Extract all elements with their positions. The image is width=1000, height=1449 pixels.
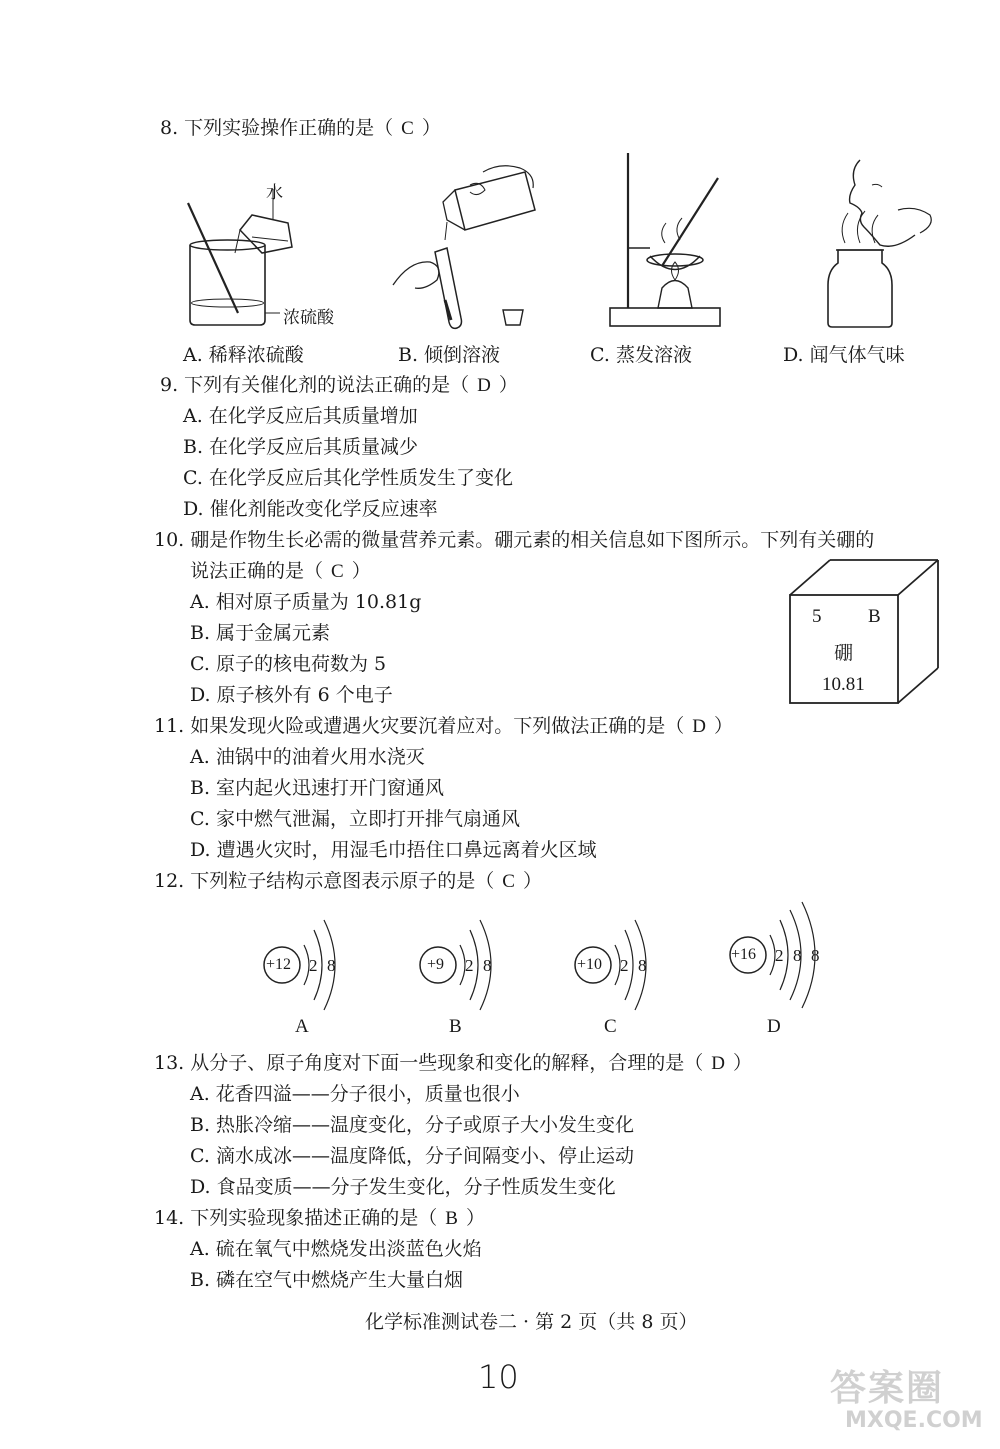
q8-option-a: A. 稀释浓硫酸 [183,344,304,366]
q13-answer: D [711,1053,725,1074]
atom-d-shell-3: 8 [811,946,820,965]
q9-option-c: C. 在化学反应后其化学性质发生了变化 [183,467,513,489]
atom-a-label: A [295,1016,309,1037]
atom-b-label: B [449,1016,462,1037]
q8-figure-d-smell-gas [820,155,940,330]
q8-option-b: B. 倾倒溶液 [398,344,501,366]
q12-stem: 12. 下列粒子结构示意图表示原子的是（ C ） [154,870,542,892]
q10-stem-line1: 10. 硼是作物生长必需的微量营养元素。硼元素的相关信息如下图所示。下列有关硼的 [154,529,875,551]
q10-option-a: A. 相对原子质量为 10.81g [190,591,422,613]
page-footer: 化学标准测试卷二 · 第 2 页（共 8 页） [365,1311,698,1333]
q9-answer: D [477,375,491,396]
q13-option-c: C. 滴水成冰——温度降低，分子间隔变小、停止运动 [190,1145,634,1167]
q11-option-d: D. 遭遇火灾时，用湿毛巾捂住口鼻远离着火区域 [190,839,597,861]
q8-figure-b-pour-solution [385,160,545,335]
q13-option-a: A. 花香四溢——分子很小，质量也很小 [190,1083,520,1105]
q14-option-b: B. 磷在空气中燃烧产生大量白烟 [190,1269,464,1291]
q9-option-a: A. 在化学反应后其质量增加 [183,405,418,427]
q10-answer: C [331,561,344,582]
q13-option-b: B. 热胀冷缩——温度变化，分子或原子大小发生变化 [190,1114,635,1136]
q8-figure-c-evaporate [600,148,725,333]
q11-option-a: A. 油锅中的油着火用水浇灭 [190,746,425,768]
q10-option-b: B. 属于金属元素 [190,622,331,644]
atom-d-label: D [767,1016,781,1037]
atom-a-nucleus: +12 [266,956,292,973]
q9-stem: 9. 下列有关催化剂的说法正确的是（ D ） [160,374,518,396]
q9-option-b: B. 在化学反应后其质量减少 [183,436,419,458]
element-name: 硼 [834,642,854,664]
atom-c-shell-2: 8 [638,956,647,975]
atom-a-shell-1: 2 [309,956,318,975]
atom-d-nucleus: +16 [731,946,757,963]
q8-option-c: C. 蒸发溶液 [590,344,692,366]
q9-option-d: D. 催化剂能改变化学反应速率 [183,498,438,520]
atom-b-shell-2: 8 [483,956,492,975]
q13-option-d: D. 食品变质——分子发生变化，分子性质发生变化 [190,1176,616,1198]
q10-option-c: C. 原子的核电荷数为 5 [190,653,387,675]
q14-answer: B [445,1208,458,1229]
watermark-logo: 答案圈 [830,1368,945,1409]
q11-option-c: C. 家中燃气泄漏，立即打开排气扇通风 [190,808,520,830]
handwritten-page-number: 10 [478,1358,519,1396]
atom-b-nucleus: +9 [427,956,445,973]
atom-d-shell-1: 2 [775,946,784,965]
acid-label: 浓硫酸 [283,308,334,328]
element-number: 5 [812,606,822,627]
q11-answer: D [692,716,706,737]
q14-option-a: A. 硫在氧气中燃烧发出淡蓝色火焰 [190,1238,482,1260]
atom-a-shell-2: 8 [327,956,336,975]
atom-c-nucleus: +10 [577,956,603,973]
element-mass: 10.81 [822,674,865,695]
q11-option-b: B. 室内起火迅速打开门窗通风 [190,777,445,799]
q10-option-d: D. 原子核外有 6 个电子 [190,684,393,706]
q12-answer: C [502,871,515,892]
q8-answer: C [401,118,414,139]
watermark-url: MXQE.COM [845,1408,983,1433]
atom-d-shell-2: 8 [793,946,802,965]
water-label: 水 [266,183,283,203]
q11-stem: 11. 如果发现火险或遭遇火灾要沉着应对。下列做法正确的是（ D ） [154,715,734,737]
q13-stem: 13. 从分子、原子角度对下面一些现象和变化的解释，合理的是（ D ） [154,1052,753,1074]
atom-c-shell-1: 2 [620,956,629,975]
element-symbol: B [868,606,881,627]
atom-b-shell-1: 2 [465,956,474,975]
q8-stem: 8. 下列实验操作正确的是（ C ） [160,117,441,139]
q10-stem-line2: 说法正确的是（ C ） [190,560,371,582]
atom-c-label: C [604,1016,617,1037]
q8-option-d: D. 闻气体气味 [783,344,905,366]
q14-stem: 14. 下列实验现象描述正确的是（ B ） [154,1207,485,1229]
